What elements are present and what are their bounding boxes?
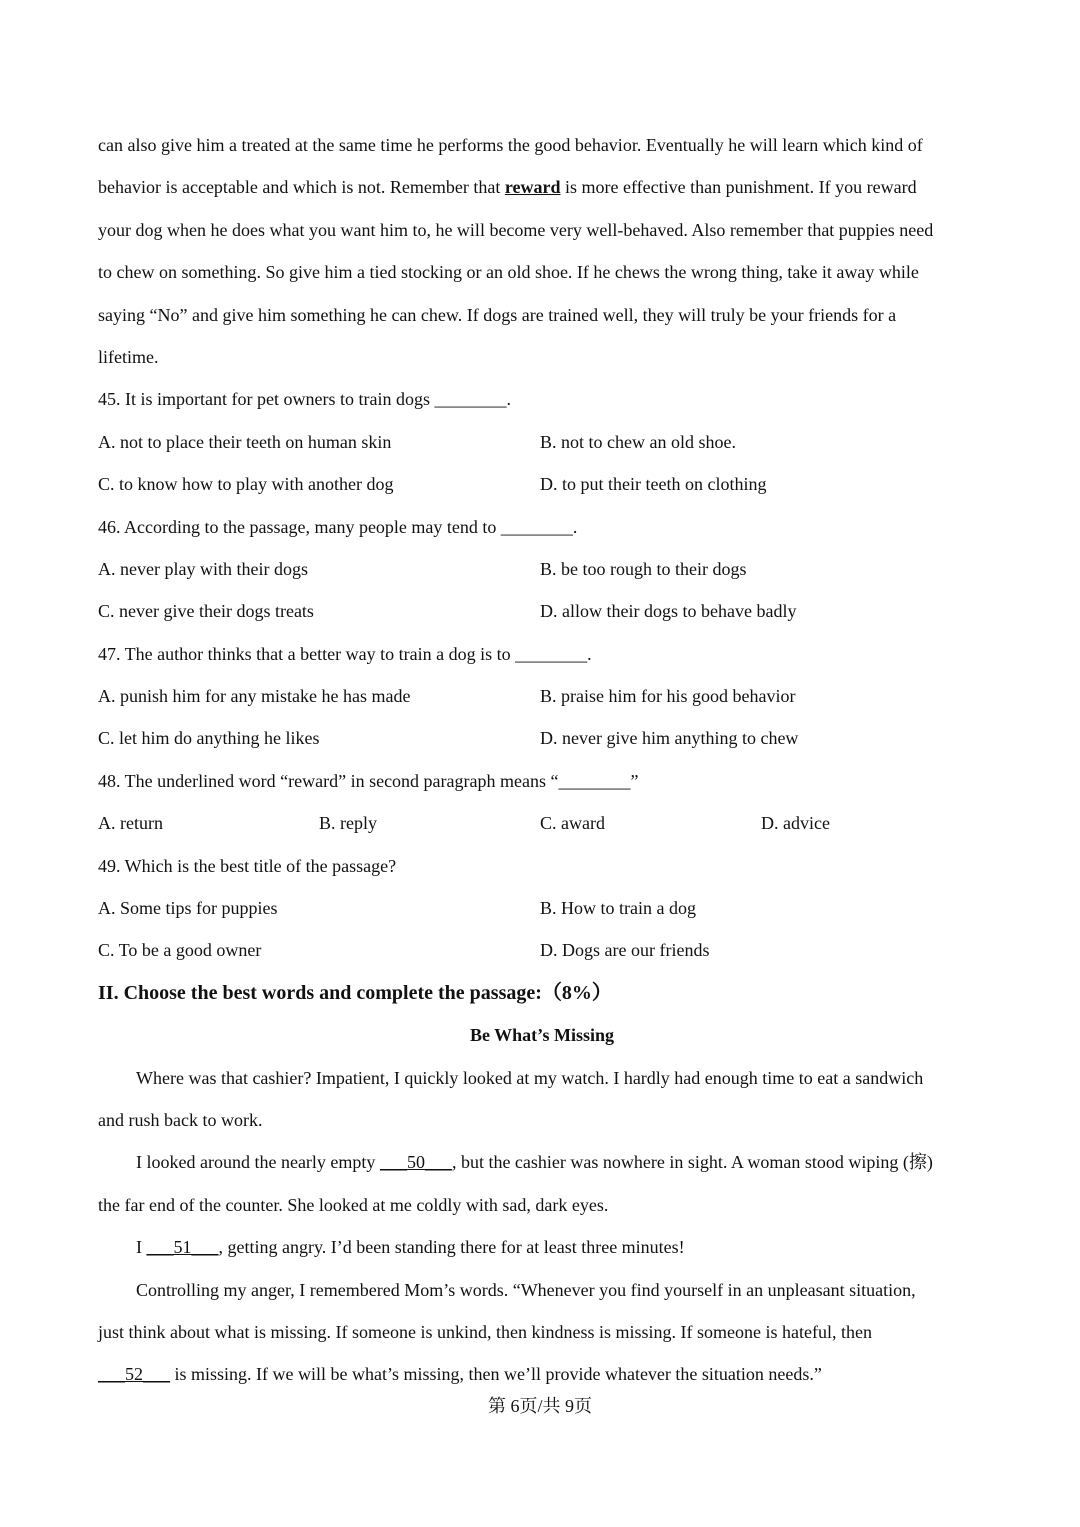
- underlined-word-reward: reward: [504, 177, 561, 198]
- option-row: [98, 463, 986, 505]
- passage-line: ___52___ is missing. If we will be what’s missing, then we’ll provide whatever the situation needs.”: [98, 1364, 822, 1385]
- question-stem-46: 46. According to the passage, many people may tend to ________.: [98, 516, 578, 537]
- section-heading: II. Choose the best words and complete the passage:（8%）: [98, 981, 612, 1004]
- passage-line: to chew on something. So give him a tied stocking or an old shoe. If he chews the wrong thing, take it away while: [98, 262, 919, 283]
- option-a: A. return: [98, 813, 163, 834]
- option-b: B. be too rough to their dogs: [540, 558, 747, 579]
- option-c: C. To be a good owner: [98, 940, 262, 961]
- passage-line: can also give him a treated at the same time he performs the good behavior. Eventually he will learn which kind of: [98, 135, 923, 155]
- passage-line: your dog when he does what you want him to, he will become very well-behaved. Also remember that puppies need: [98, 219, 934, 240]
- passage-line: Controlling my anger, I remembered Mom’s words. “Whenever you find yourself in an unpleasant situation,: [136, 1279, 916, 1300]
- page-number: 第 6页/共 9页: [487, 1396, 592, 1416]
- question-stem-49: 49. Which is the best title of the passage?: [98, 855, 397, 876]
- option-row: [98, 887, 986, 929]
- passage-line: behavior is acceptable and which is not. Remember that reward is more effective than punishment. If you reward: [98, 177, 917, 198]
- option-a: A. never play with their dogs: [98, 558, 308, 579]
- option-b: B. not to chew an old shoe.: [540, 431, 736, 452]
- question-stem-45: 45. It is important for pet owners to train dogs ________.: [98, 389, 511, 410]
- option-d: D. Dogs are our friends: [540, 940, 710, 961]
- option-c: C. let him do anything he likes: [98, 728, 320, 749]
- option-row: [98, 929, 986, 971]
- option-b: B. How to train a dog: [540, 898, 696, 919]
- blank-50: ___50___: [379, 1152, 452, 1173]
- option-d: D. advice: [761, 813, 830, 834]
- option-b: B. reply: [319, 813, 377, 834]
- option-row: [98, 421, 986, 463]
- option-row: [98, 802, 986, 844]
- option-d: D. to put their teeth on clothing: [540, 474, 767, 495]
- passage-line: just think about what is missing. If someone is unkind, then kindness is missing. If someone is hateful, then: [98, 1321, 872, 1342]
- passage-line: lifetime.: [98, 346, 159, 367]
- option-c: C. never give their dogs treats: [98, 601, 314, 622]
- passage-line: and rush back to work.: [98, 1109, 263, 1130]
- option-row: [98, 590, 986, 632]
- page-content: [98, 124, 986, 1396]
- option-c: C. award: [540, 813, 605, 834]
- passage-line: I looked around the nearly empty ___50___, but the cashier was nowhere in sight. A woman stood wiping (擦): [136, 1152, 933, 1173]
- option-row: [98, 675, 986, 717]
- passage-line: I ___51___, getting angry. I’d been standing there for at least three minutes!: [136, 1237, 685, 1258]
- passage-line: Where was that cashier? Impatient, I quickly looked at my watch. I hardly had enough time to eat a sandwich: [136, 1067, 924, 1088]
- option-a: A. not to place their teeth on human skin: [98, 431, 392, 452]
- option-d: D. never give him anything to chew: [540, 728, 799, 749]
- option-row: [98, 717, 986, 759]
- passage-title: Be What’s Missing: [469, 1025, 615, 1046]
- question-stem-47: 47. The author thinks that a better way to train a dog is to ________.: [98, 643, 592, 664]
- blank-51: ___51___: [146, 1237, 219, 1258]
- option-row: [98, 548, 986, 590]
- passage-line: saying “No” and give him something he can chew. If dogs are trained well, they will truly be your friends for a: [98, 304, 897, 325]
- option-c: C. to know how to play with another dog: [98, 474, 394, 495]
- option-b: B. praise him for his good behavior: [540, 686, 796, 707]
- passage-line: the far end of the counter. She looked at me coldly with sad, dark eyes.: [98, 1194, 609, 1215]
- option-a: A. Some tips for puppies: [98, 898, 278, 919]
- option-a: A. punish him for any mistake he has made: [98, 686, 411, 707]
- blank-52: ___52___: [98, 1364, 170, 1385]
- question-stem-48: 48. The underlined word “reward” in second paragraph means “________”: [98, 770, 639, 791]
- option-d: D. allow their dogs to behave badly: [540, 601, 797, 622]
